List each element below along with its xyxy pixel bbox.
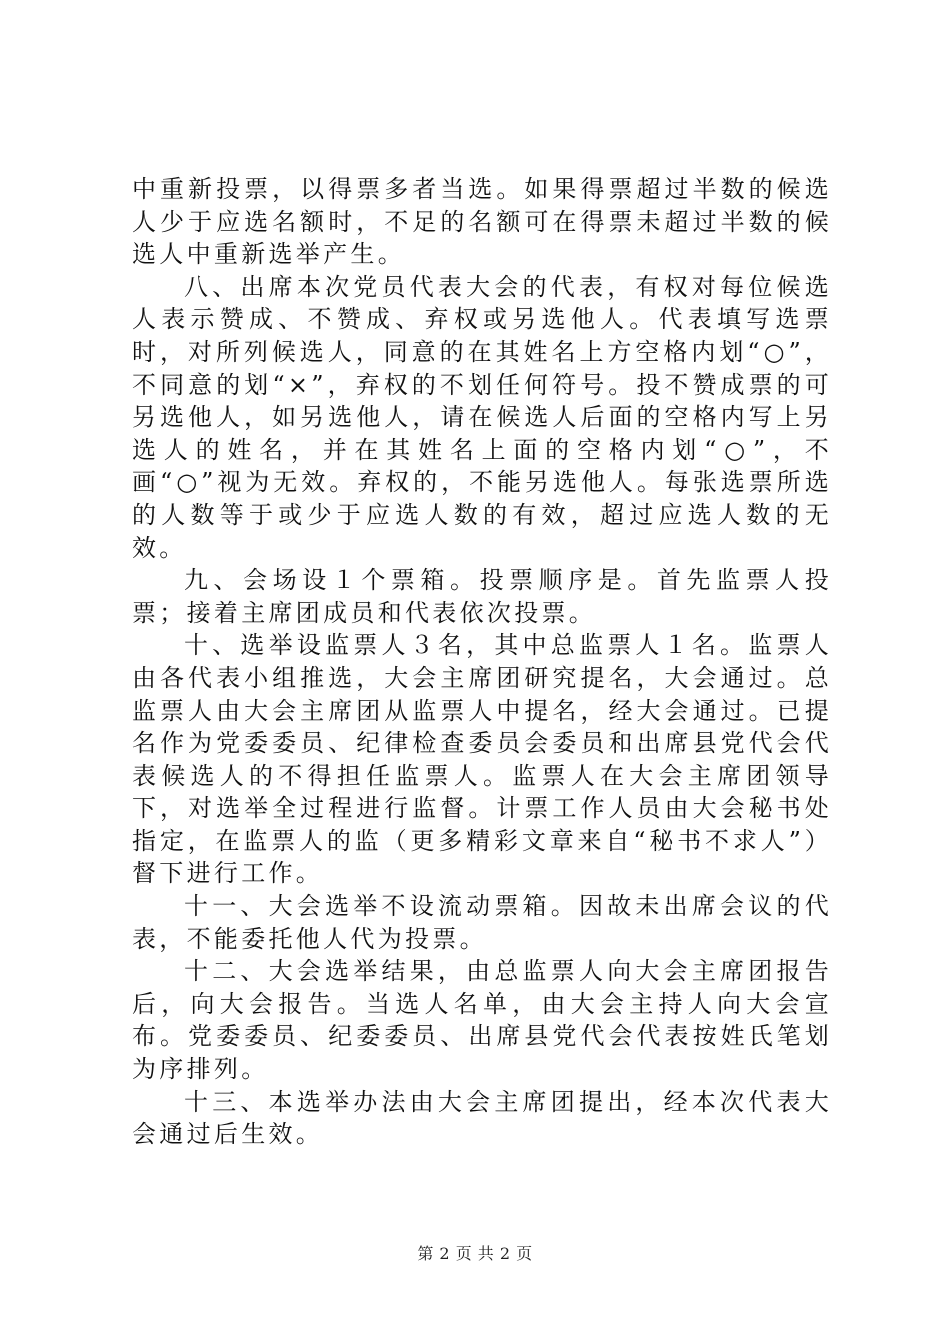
paragraph-article-11: 十一、大会选举不设流动票箱。因故未出席会议的代表，不能委托他人代为投票。 (132, 892, 832, 953)
paragraph-article-13: 十三、本选举办法由大会主席团提出，经本次代表大会通过后生效。 (132, 1087, 832, 1149)
page-number-footer: 第 2 页 共 2 页 (417, 1244, 533, 1263)
document-body (132, 173, 832, 1151)
paragraph-continuation: 中重新投票，以得票多者当选。如果得票超过半数的候选人少于应选名额时，不足的名额可在得票未超过半数的候选人中重新选举产生。 (132, 175, 832, 269)
paragraph-article-12: 十二、大会选举结果，由总监票人向大会主席团报告后，向大会报告。当选人名单，由大会主持人向大会宣布。党委委员、纪委委员、出席县党代会代表按姓氏笔划为序排列。 (132, 957, 832, 1084)
paragraph-article-9: 九、会场设１个票箱。投票顺序是。首先监票人投票；接着主席团成员和代表依次投票。 (132, 566, 832, 627)
paragraph-article-10: 十、选举设监票人３名，其中总监票人１名。监票人由各代表小组推选，大会主席团研究提名，大会通过。总监票人由大会主席团从监票人中提名，经大会通过。已提名作为党委委员、纪律检查委员会委员和出席县党代会代表候选人的不得担任监票人。监票人在大会主席团领导下，对选举全过程进行监督。计票工作人员由大会秘书处指定，在监票人的监（更多精彩文章来自“秘书不求人”）督下进行工作。 (132, 631, 832, 888)
paragraph-article-8: 八、出席本次党员代表大会的代表，有权对每位候选人表示赞成、不赞成、弃权或另选他人。代表填写选票时，对所列候选人，同意的在其姓名上方空格内划“○”，不同意的划“×”，弃权的不划任何符号。投不赞成票的可另选他人，如另选他人，请在候选人后面的空格内写上另选人的姓名，并在其姓名上面的空格内划“○”，不画“○”视为无效。弃权的，不能另选他人。每张选票所选的人数等于或少于应选人数的有效，超过应选人数的无效。 (132, 272, 832, 562)
